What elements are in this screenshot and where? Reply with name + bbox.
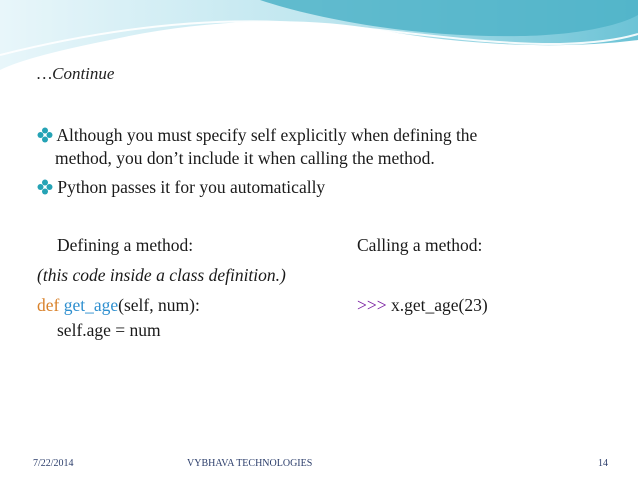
- function-params: (self, num):: [118, 295, 200, 315]
- function-name: get_age: [63, 295, 119, 315]
- bullet-text-continued: method, you don’t include it when calling the method.: [55, 148, 435, 168]
- left-column-heading: Defining a method:: [57, 235, 194, 255]
- footer-date: 7/22/2014: [33, 458, 74, 469]
- def-keyword: def: [37, 295, 60, 315]
- bullet-text: Python passes it for you automatically: [57, 177, 326, 197]
- method-body-code: self.age = num: [57, 320, 161, 340]
- call-expression: x.get_age(23): [390, 295, 488, 315]
- bullet-item: [37, 176, 597, 199]
- python-prompt: >>>: [357, 295, 387, 315]
- diamond-bullet-icon: [37, 179, 53, 195]
- bullet-item: [37, 124, 597, 170]
- method-call-code: [357, 295, 488, 316]
- footer-page-number: 14: [598, 458, 608, 469]
- method-definition-code: [37, 295, 200, 316]
- diamond-bullet-icon: [37, 127, 53, 143]
- slide-subtitle: …Continue: [37, 64, 115, 83]
- bullet-text: Although you must specify self explicitly when defining the: [56, 125, 478, 145]
- footer-organization: VYBHAVA TECHNOLOGIES: [187, 458, 313, 469]
- class-definition-note: (this code inside a class definition.): [37, 265, 286, 285]
- right-column-heading: Calling a method:: [357, 235, 483, 255]
